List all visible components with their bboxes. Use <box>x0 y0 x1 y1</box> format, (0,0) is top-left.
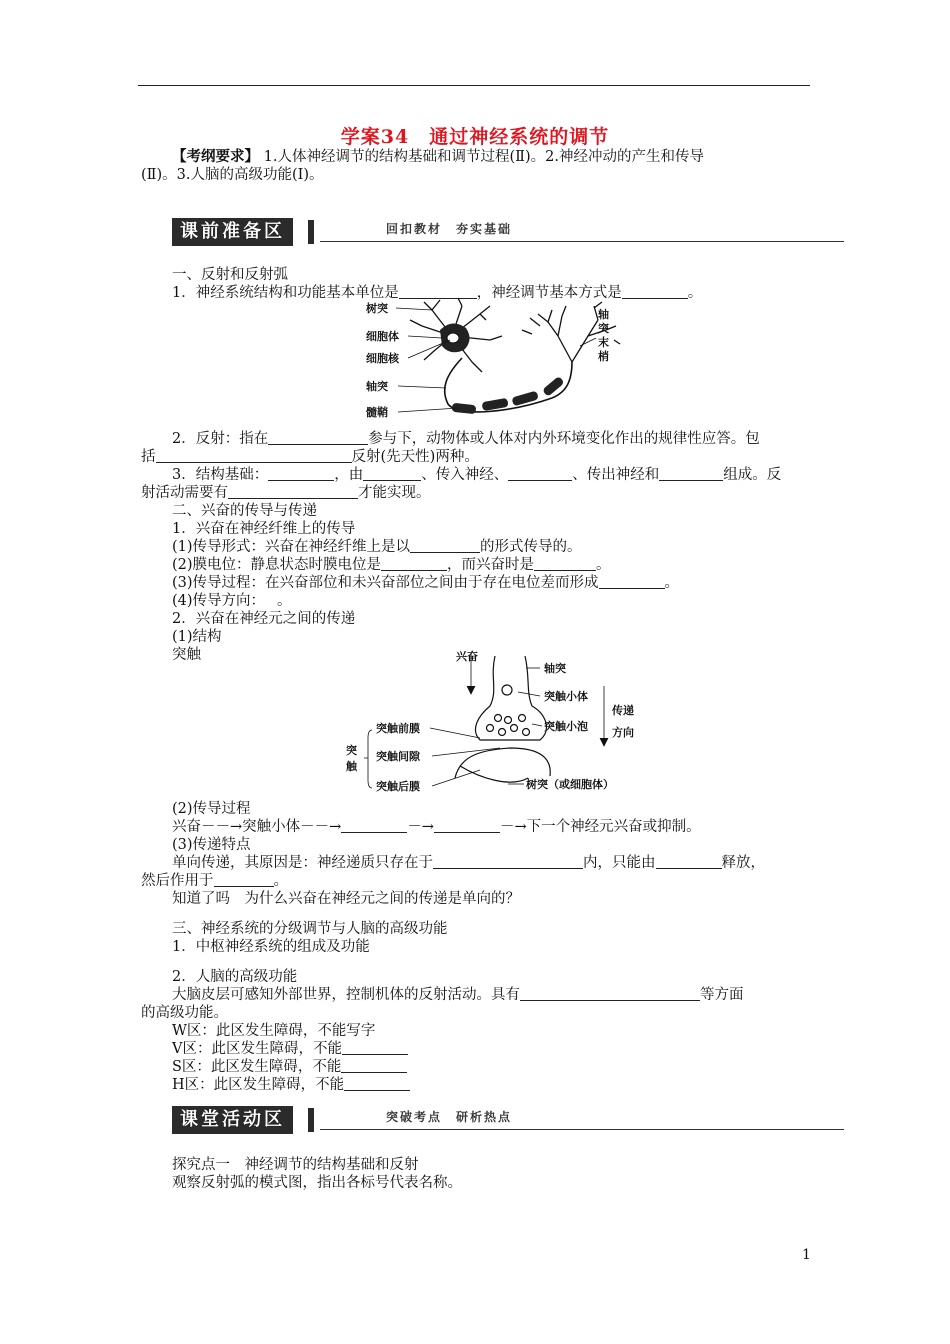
banner-subtitle: 突破考点 研析热点 <box>386 1110 513 1124</box>
syllabus-line-2: (Ⅱ)。3.人脑的高级功能(Ⅰ)。 <box>141 167 324 183</box>
label-axon-terminal-4: 梢 <box>598 350 609 363</box>
text-line: 知道了吗 为什么兴奋在神经元之间的传递是单向的？ <box>172 891 520 907</box>
section-banner-class <box>172 1106 844 1134</box>
text-line: 兴奋－－→突触小体－－→ －→ －→下一个神经元兴奋或抑制。 <box>172 819 701 835</box>
text-line: H区：此区发生障碍，不能 <box>172 1076 410 1094</box>
banner-label: 课堂活动区 <box>172 1106 293 1134</box>
text-line: (3)传递特点 <box>172 837 251 853</box>
text-line: S区：此区发生障碍，不能 <box>172 1058 407 1076</box>
label-dendrite: 树突（或细胞体） <box>526 778 614 791</box>
text-line: (3)传导过程：在兴奋部位和未兴奋部位之间由于存在电位差而形成 。 <box>172 575 680 591</box>
syllabus-line-1: 【考纲要求】 1.人体神经调节的结构基础和调节过程(Ⅱ)。2.神经冲动的产生和传导 <box>172 148 704 165</box>
banner-bar <box>308 220 314 244</box>
label-vesicle: 突触小泡 <box>544 720 588 733</box>
label-direction-1: 传递 <box>612 704 634 717</box>
text-line: 射活动需要有 才能实现。 <box>141 485 431 501</box>
text-line: 括 反射(先天性)两种。 <box>141 449 479 465</box>
synapse-diagram <box>340 648 660 800</box>
label-dendrite: 树突 <box>366 302 388 315</box>
text-line: W区：此区发生障碍，不能写字 <box>172 1023 376 1039</box>
text-line: 大脑皮层可感知外部世界，控制机体的反射活动。具有 等方面 <box>172 987 744 1003</box>
label-cell-body: 细胞体 <box>366 330 399 343</box>
text-line: 2．兴奋在神经元之间的传递 <box>172 611 356 627</box>
banner-label: 课前准备区 <box>172 218 293 246</box>
text-line: 然后作用于 。 <box>141 873 288 889</box>
neuron-diagram <box>362 296 624 424</box>
label-cleft: 突触间隙 <box>376 750 420 763</box>
text-line: 2．反射：指在 参与下，动物体或人体对内外环境变化作出的规律性应答。包 <box>172 431 760 447</box>
text-line: 2．人脑的高级功能 <box>172 969 298 985</box>
label-axon: 轴突 <box>544 662 566 675</box>
page-number: 1 <box>802 1247 811 1263</box>
top-rule <box>138 85 810 86</box>
label-direction-2: 方向 <box>612 726 634 739</box>
label-myelin: 髓鞘 <box>366 406 388 419</box>
label-synapse-1: 突 <box>346 744 357 757</box>
banner-rule <box>320 1129 844 1130</box>
heading-nervous-system: 三、神经系统的分级调节与人脑的高级功能 <box>172 921 448 937</box>
text-line: (2)膜电位：静息状态时膜电位是 ，而兴奋时是 。 <box>172 557 611 573</box>
label-post-membrane: 突触后膜 <box>376 780 420 793</box>
syllabus-label: 【考纲要求】 <box>172 148 259 165</box>
text-line: 3．结构基础： ，由 、传入神经、 、传出神经和 组成。反 <box>172 467 782 483</box>
banner-subtitle: 回扣教材 夯实基础 <box>386 222 513 236</box>
text-line: 1．中枢神经系统的组成及功能 <box>172 939 370 955</box>
text-line: 的高级功能。 <box>141 1005 228 1021</box>
label-axon: 轴突 <box>366 380 388 393</box>
label-excitation: 兴奋 <box>456 650 478 663</box>
page-title: 学案34 通过神经系统的调节 <box>340 126 610 148</box>
heading-excitation: 二、兴奋的传导与传递 <box>172 503 317 519</box>
text-line: (1)传导形式：兴奋在神经纤维上是以 的形式传导的。 <box>172 539 582 555</box>
text-line: (1)结构 <box>172 629 222 645</box>
label-axon-terminal-1: 轴 <box>598 308 609 321</box>
text-line: 1．兴奋在神经纤维上的传导 <box>172 521 356 537</box>
label-synapse-2: 触 <box>346 760 357 773</box>
label-nucleus: 细胞核 <box>366 352 399 365</box>
text-line: 1．神经系统结构和功能基本单位是 ，神经调节基本方式是 。 <box>172 285 703 301</box>
text-line: 突触 <box>172 647 201 663</box>
label-axon-terminal-2: 突 <box>598 322 609 335</box>
text-line: (2)传导过程 <box>172 801 251 817</box>
banner-bar <box>308 1108 314 1132</box>
text-line: 观察反射弧的模式图，指出各标号代表名称。 <box>172 1175 462 1191</box>
label-axon-terminal-3: 末 <box>598 336 609 349</box>
text-line: V区：此区发生障碍，不能 <box>172 1040 408 1058</box>
section-banner-prep <box>172 218 844 246</box>
text-line: 探究点一 神经调节的结构基础和反射 <box>172 1157 419 1173</box>
label-pre-membrane: 突触前膜 <box>376 722 420 735</box>
label-knob: 突触小体 <box>544 690 588 703</box>
heading-reflex: 一、反射和反射弧 <box>172 267 288 283</box>
text-line: (4)传导方向： 。 <box>172 593 292 609</box>
banner-rule <box>320 241 844 242</box>
text-line: 单向传递，其原因是：神经递质只存在于 内，只能由 释放， <box>172 855 765 871</box>
